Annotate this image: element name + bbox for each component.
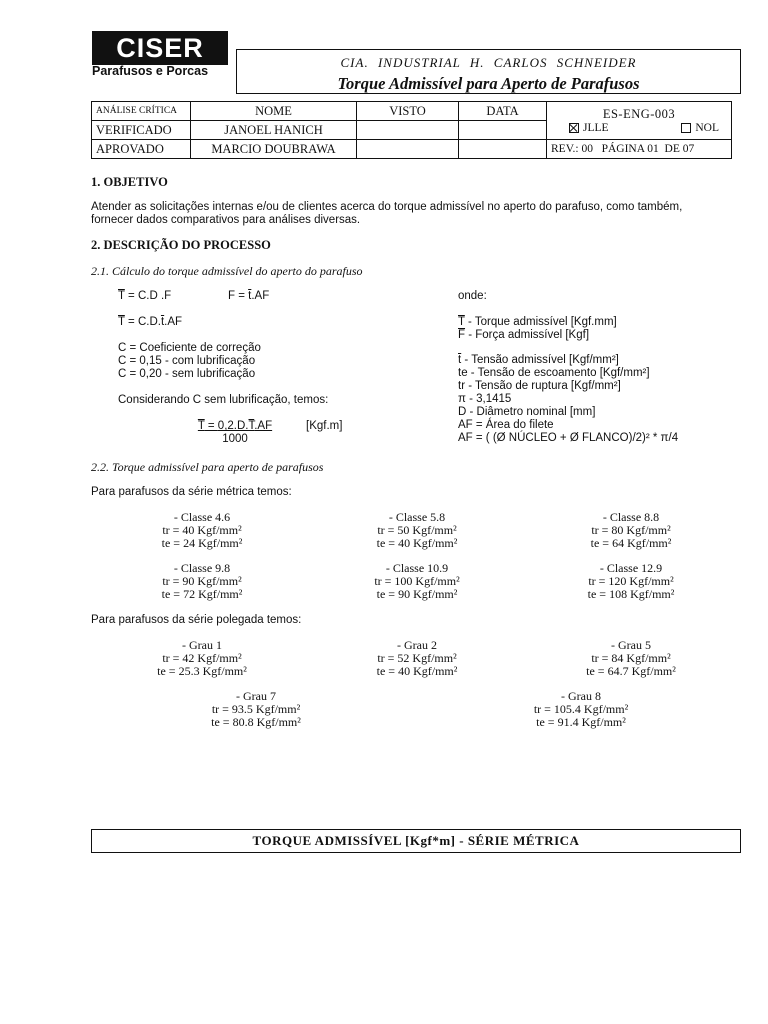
grade-block: - Grau 2 tr = 52 Kgf/mm² te = 40 Kgf/mm² bbox=[376, 638, 458, 678]
objective-line: fornecer dados comparativos para análises diversas. bbox=[91, 214, 361, 226]
row-name: JANOEL HANICH bbox=[191, 121, 357, 140]
checked-box-icon bbox=[569, 123, 579, 133]
fraction-denominator: 1000 bbox=[222, 433, 248, 445]
row-name: MARCIO DOUBRAWA bbox=[191, 140, 357, 159]
document-header bbox=[236, 49, 741, 94]
grade-block: - Grau 7 tr = 93.5 Kgf/mm² te = 80.8 Kgf/mm² bbox=[211, 689, 301, 729]
symbol-legend-2 bbox=[458, 354, 758, 445]
coefficient-item: C = 0,20 - sem lubrificação bbox=[118, 368, 256, 380]
subsection-2-1: 2.1. Cálculo do torque admissível do aperto do parafuso bbox=[91, 264, 363, 278]
grade-block: - Grau 8 tr = 105.4 Kgf/mm² te = 91.4 Kgf/mm² bbox=[533, 689, 629, 729]
doc-code-cell bbox=[547, 102, 732, 140]
row-data bbox=[459, 140, 547, 159]
formula-text: = C.D .F bbox=[128, 290, 172, 302]
formula-text: .AF bbox=[251, 290, 270, 302]
objective-line: Atender as solicitações internas e/ou de clientes acerca do torque admissível no aperto do parafuso, como também, bbox=[91, 201, 683, 213]
torque-symbol: $\overline{T}$ bbox=[118, 316, 125, 328]
doc-code: ES-ENG-003 bbox=[602, 107, 676, 121]
unchecked-box-icon bbox=[681, 123, 691, 133]
consider-text: Considerando C sem lubrificação, temos: bbox=[118, 394, 329, 406]
company-name: CIA. INDUSTRIAL H. CARLOS SCHNEIDER bbox=[340, 55, 637, 70]
col-header-nome: NOME bbox=[191, 102, 357, 121]
formula-torque-combined bbox=[118, 316, 182, 328]
row-role: VERIFICADO bbox=[92, 121, 191, 140]
legend-item: $\overline{F}$ - Força admissível [Kgf] bbox=[458, 329, 590, 341]
location-options bbox=[551, 122, 727, 134]
formula-text: .AF bbox=[254, 420, 273, 432]
legend-item: $\overline{T}$ - Torque admissível [Kgf.mm] bbox=[458, 316, 617, 328]
option-nol-label: NOL bbox=[695, 122, 719, 134]
page-number: PÁGINA 01 bbox=[601, 143, 659, 155]
legend-item: te - Tensão de escoamento [Kgf/mm²] bbox=[458, 367, 650, 379]
section-objective-title: 1. OBJETIVO bbox=[91, 175, 168, 189]
grade-block: - Classe 8.8 tr = 80 Kgf/mm² te = 64 Kgf/mm² bbox=[590, 510, 672, 550]
legend-item: $\overline{t}$ - Tensão admissível [Kgf/mm²] bbox=[458, 354, 619, 366]
grade-block: - Classe 9.8 tr = 90 Kgf/mm² te = 72 Kgf/mm² bbox=[161, 561, 243, 601]
coefficient-item: C = Coeficiente de correção bbox=[118, 342, 261, 354]
fraction-numerator: T = 0,2.D.T.AF bbox=[197, 420, 273, 432]
section-process-title: 2. DESCRIÇÃO DO PROCESSO bbox=[91, 238, 271, 252]
legend-item: D - Diâmetro nominal [mm] bbox=[458, 406, 596, 418]
symbol-legend bbox=[458, 316, 748, 342]
page-total: DE 07 bbox=[664, 143, 695, 155]
objective-text bbox=[91, 201, 751, 227]
row-data bbox=[459, 121, 547, 140]
grade-block: - Classe 5.8 tr = 50 Kgf/mm² te = 40 Kgf/mm² bbox=[376, 510, 458, 550]
formula-torque bbox=[118, 290, 171, 302]
option-nol[interactable] bbox=[681, 122, 719, 134]
torque-fraction bbox=[183, 420, 287, 446]
legend-item: π - 3,1415 bbox=[458, 393, 512, 405]
grade-block: - Grau 1 tr = 42 Kgf/mm² te = 25.3 Kgf/mm² bbox=[157, 638, 247, 678]
metric-intro: Para parafusos da série métrica temos: bbox=[91, 486, 292, 498]
tension-symbol: $\overline{t}$ bbox=[160, 316, 165, 328]
tension-symbol: $\overline{t}$ bbox=[248, 290, 252, 302]
revision-cell bbox=[547, 140, 732, 159]
approval-table bbox=[91, 101, 732, 159]
onde-label: onde: bbox=[458, 290, 487, 302]
coefficient-item: C = 0,15 - com lubrificação bbox=[118, 355, 256, 367]
col-header-analise: ANÁLISE CRÍTICA bbox=[92, 102, 191, 121]
col-header-data: DATA bbox=[459, 102, 547, 121]
option-jlle[interactable] bbox=[569, 122, 609, 134]
legend-item: AF = Área do filete bbox=[458, 419, 554, 431]
fraction-unit: [Kgf.m] bbox=[306, 420, 343, 432]
row-visto bbox=[357, 140, 459, 159]
formula-force bbox=[228, 290, 269, 302]
formula-text: = C.D. bbox=[128, 316, 161, 328]
inch-intro: Para parafusos da série polegada temos: bbox=[91, 614, 302, 626]
col-header-visto: VISTO bbox=[357, 102, 459, 121]
option-jlle-label: JLLE bbox=[583, 122, 609, 134]
subsection-2-2: 2.2. Torque admissível para aperto de parafusos bbox=[91, 460, 324, 474]
tension-symbol: T bbox=[248, 420, 255, 432]
revision: REV.: 00 bbox=[551, 143, 593, 155]
grade-block: - Classe 10.9 tr = 100 Kgf/mm² te = 90 Kgf/mm² bbox=[374, 561, 460, 601]
logo-subtitle: Parafusos e Porcas bbox=[92, 64, 209, 78]
row-visto bbox=[357, 121, 459, 140]
row-role: APROVADO bbox=[92, 140, 191, 159]
formula-text: F = bbox=[228, 290, 249, 302]
company-logo: CISER bbox=[92, 31, 228, 65]
legend-item: tr - Tensão de ruptura [Kgf/mm²] bbox=[458, 380, 621, 392]
grade-block: - Classe 12.9 tr = 120 Kgf/mm² te = 108 Kgf/mm² bbox=[587, 561, 675, 601]
formula-text: .AF bbox=[164, 316, 183, 328]
coefficient-list bbox=[118, 342, 261, 381]
torque-symbol: $\overline{T}$ bbox=[118, 290, 125, 302]
formula-text: 0,2.D. bbox=[217, 420, 249, 432]
grade-block: - Grau 5 tr = 84 Kgf/mm² te = 64.7 Kgf/mm² bbox=[586, 638, 676, 678]
metric-torque-banner: TORQUE ADMISSÍVEL [Kgf*m] - SÉRIE MÉTRICA bbox=[91, 829, 741, 853]
legend-item: AF = ( (Ø NÚCLEO + Ø FLANCO)/2)² * π/4 bbox=[458, 432, 679, 444]
torque-symbol: T bbox=[197, 420, 205, 432]
document-title: Torque Admissível para Aperto de Parafusos bbox=[337, 74, 640, 93]
grade-block: - Classe 4.6 tr = 40 Kgf/mm² te = 24 Kgf/mm² bbox=[161, 510, 243, 550]
